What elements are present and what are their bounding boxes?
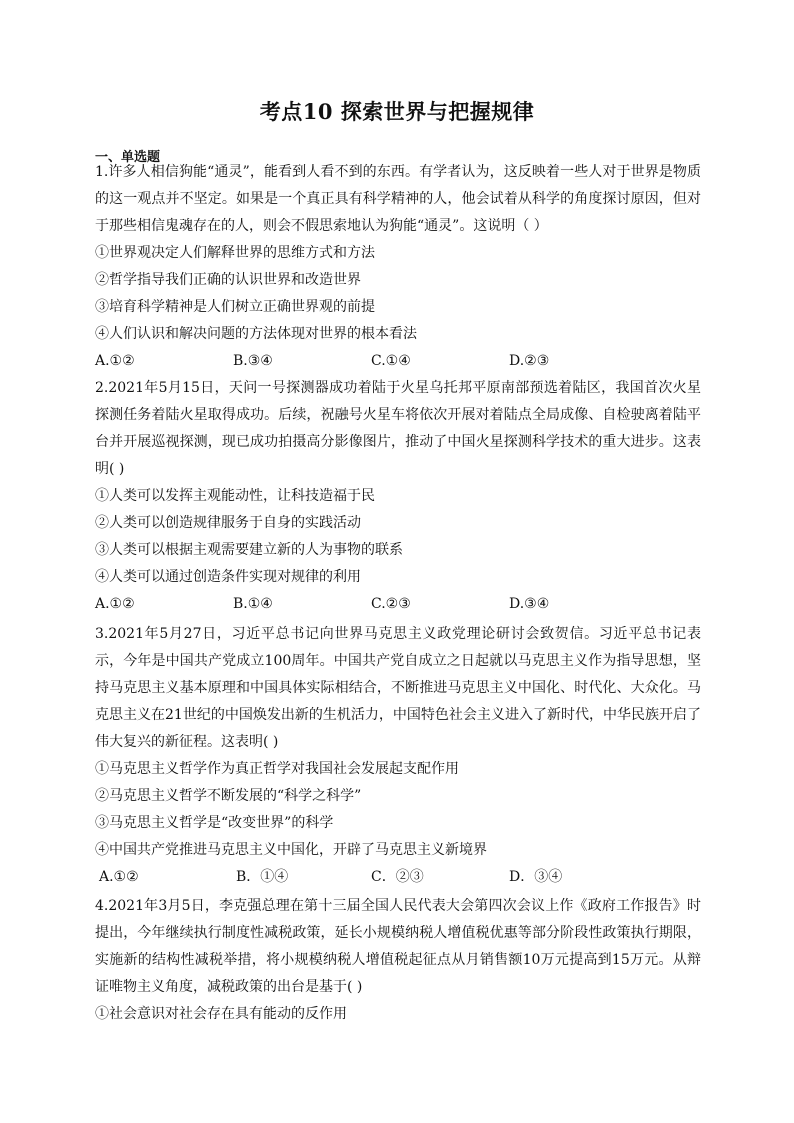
question-option: ③培育科学精神是人们树立正确世界观的前提: [95, 299, 375, 315]
answer-choices: [95, 864, 701, 891]
question-3: [95, 621, 701, 891]
choice-d: D.②③: [509, 353, 550, 369]
question-option: ④人类可以通过创造条件实现对规律的利用: [95, 569, 361, 585]
choice-d: D．③④: [509, 869, 563, 885]
choice-b: B.①④: [233, 596, 273, 612]
question-stem: 4.2021年3月5日，李克强总理在第十三届全国人民代表大会第四次会议上作《政府工作报告》时提出，今年继续执行制度性减税政策，延长小规模纳税人增值税优惠等部分阶段性政策执行期限，实施新的结构性减税举措，将小规模纳税人增值税起征点从月销售额10万元提高到15万元。从辩证唯物主义角度，减税政策的出台是基于( ): [95, 898, 701, 995]
answer-choices: [95, 591, 701, 618]
question-option: ②马克思主义哲学不断发展的“科学之科学”: [95, 788, 362, 804]
choice-c: C.①④: [371, 353, 411, 369]
question-stem: 2.2021年5月15日，天问一号探测器成功着陆于火星乌托邦平原南部预选着陆区，我国首次火星探测任务着陆火星取得成功。后续，祝融号火星车将依次开展对着陆点全局成像、自检驶离着陆平台并开展巡视探测，现已成功拍摄高分影像图片，推动了中国火星探测科学技术的重大进步。这表明( ): [95, 380, 701, 477]
answer-choices: [95, 348, 701, 375]
question-option: ①马克思主义哲学作为真正哲学对我国社会发展起支配作用: [95, 761, 459, 777]
question-1: [95, 159, 701, 375]
question-option: ④中国共产党推进马克思主义中国化，开辟了马克思主义新境界: [95, 842, 487, 858]
question-option: ①社会意识对社会存在具有能动的反作用: [95, 1006, 347, 1022]
choice-b: B.③④: [233, 353, 273, 369]
question-option: ④人们认识和解决问题的方法体现对世界的根本看法: [95, 326, 417, 342]
choice-a: A.①②: [95, 353, 135, 369]
choice-b: B．①④: [236, 869, 289, 885]
question-option: ②人类可以创造规律服务于自身的实践活动: [95, 515, 361, 531]
question-option: ③人类可以根据主观需要建立新的人为事物的联系: [95, 542, 403, 558]
question-option: ③马克思主义哲学是“改变世界”的科学: [95, 815, 334, 831]
question-option: ②哲学指导我们正确的认识世界和改造世界: [95, 272, 361, 288]
question-option: ①世界观决定人们解释世界的思维方式和方法: [95, 245, 375, 261]
page-title: 考点10 探索世界与把握规律: [259, 99, 535, 124]
question-4: [95, 893, 701, 1028]
choice-c: C．②③: [371, 869, 424, 885]
choice-c: C.②③: [371, 596, 411, 612]
choice-a: A.①②: [99, 869, 139, 885]
question-stem: 1.许多人相信狗能“通灵”，能看到人看不到的东西。有学者认为，这反映着一些人对于世界是物质的这一观点并不坚定。如果是一个真正具有科学精神的人，他会试着从科学的角度探讨原因，但对于那些相信鬼魂存在的人，则会不假思索地认为狗能“通灵”。这说明（ ）: [95, 164, 701, 234]
question-2: [95, 375, 701, 618]
question-stem: 3.2021年5月27日，习近平总书记向世界马克思主义政党理论研讨会致贺信。习近平总书记表示，今年是中国共产党成立100周年。中国共产党自成立之日起就以马克思主义作为指导思想，坚持马克思主义基本原理和中国具体实际相结合，不断推进马克思主义中国化、时代化、大众化。马克思主义在21世纪的中国焕发出新的生机活力，中国特色社会主义进入了新时代，中华民族开启了伟大复兴的新征程。这表明( ): [95, 626, 701, 750]
choice-a: A.①②: [95, 596, 135, 612]
section-heading: 一、单选题: [95, 150, 161, 165]
choice-d: D.③④: [509, 596, 550, 612]
question-option: ①人类可以发挥主观能动性，让科技造福于民: [95, 488, 375, 504]
